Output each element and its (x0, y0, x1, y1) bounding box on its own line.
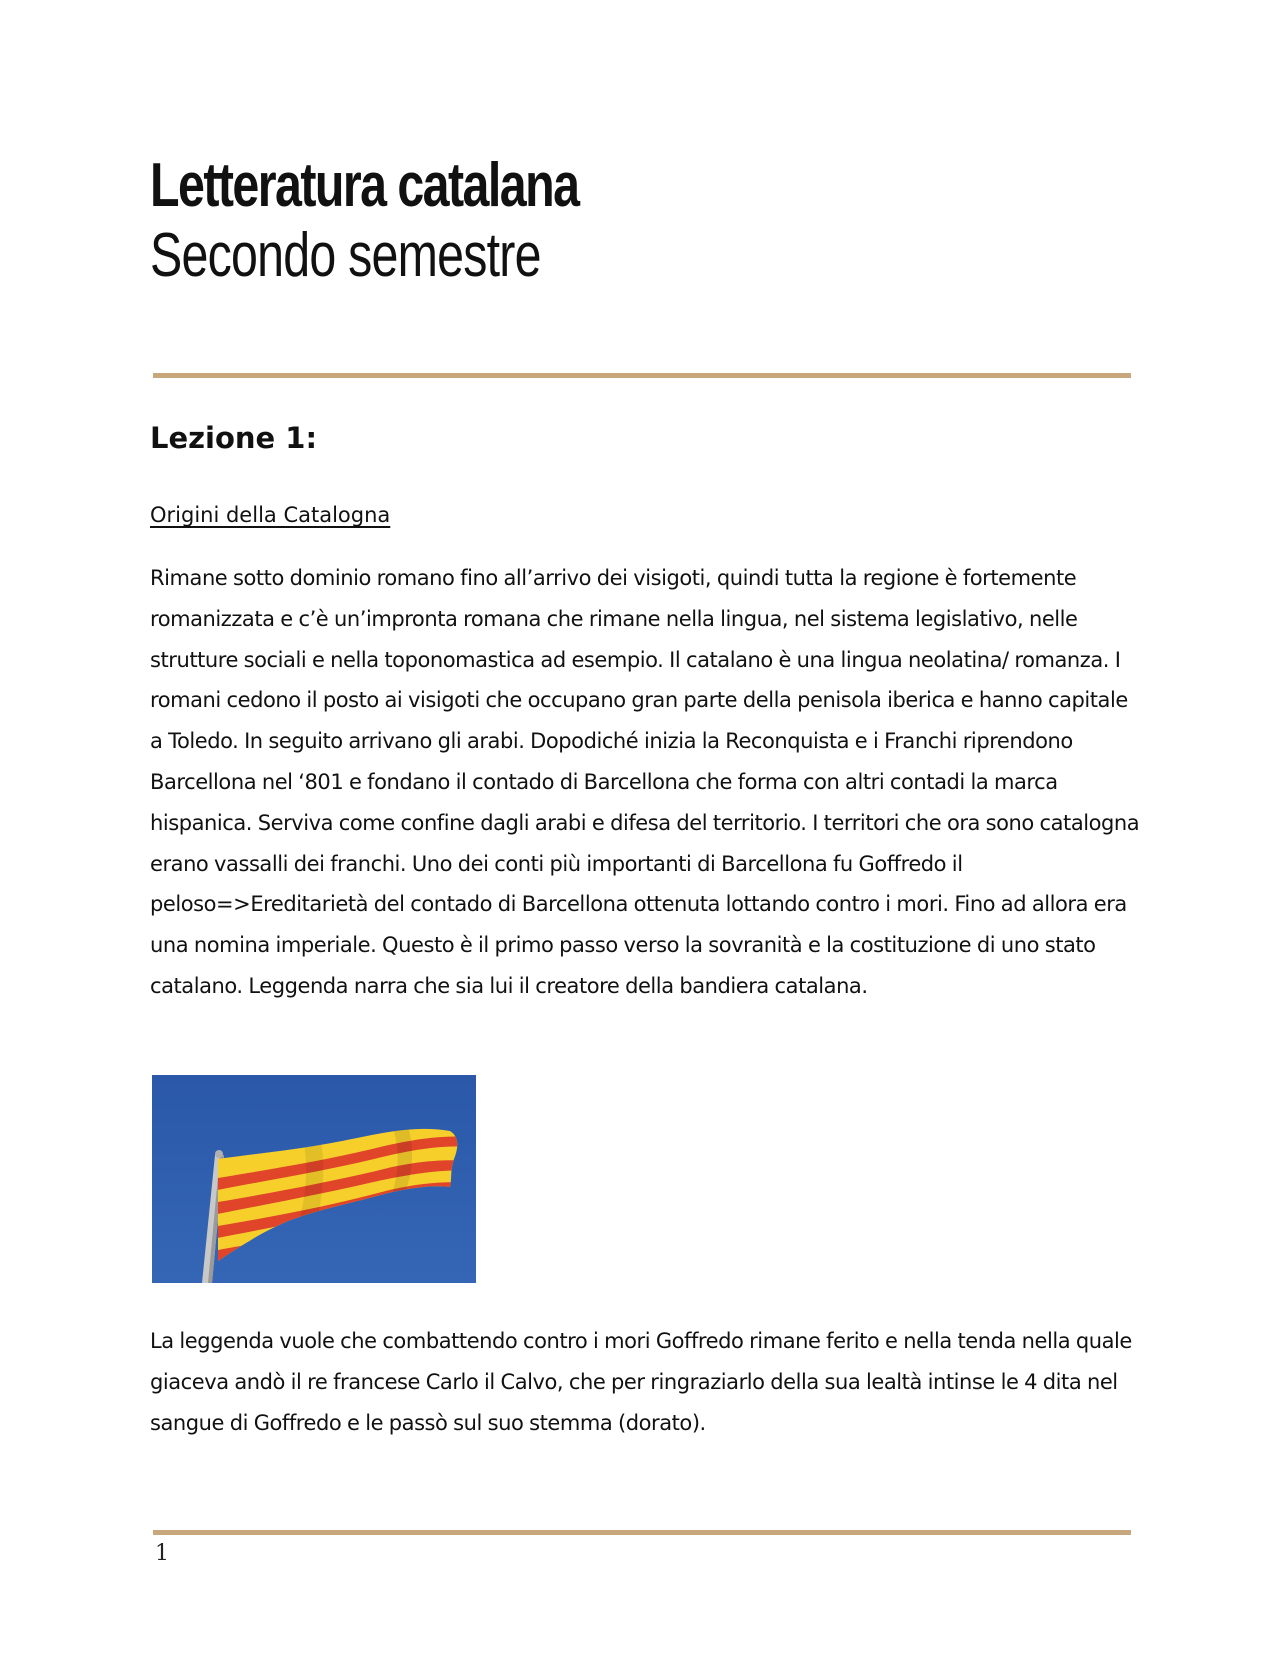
lesson-heading: Lezione 1: (150, 421, 318, 455)
title-block (150, 150, 1130, 292)
body-paragraph: Rimane sotto dominio romano fino all’arrivo dei visigoti, quindi tutta la regione è fortemente romanizzata e c’è un’impronta romana che rimane nella lingua, nel sistema legislativo, nelle strutture sociali e nella toponomastica ad esempio. Il catalano è una lingua neolatina/ romanza. I romani cedono il posto ai visigoti che occupano gran parte della penisola iberica e hanno capitale a Toledo. In seguito arrivano gli arabi. Dopodiché inizia la Reconquista e i Franchi riprendono Barcellona nel ‘801 e fondano il contado di Barcellona che forma con altri contadi la marca hispanica. Serviva come confine dagli arabi e difesa del territorio. I territori che ora sono catalogna erano vassalli dei franchi. Uno dei conti più importanti di Barcellona fu Goffredo il peloso=>Ereditarietà del contado di Barcellona ottenuta lottando contro i mori. Fino ad allora era una nomina imperiale. Questo è il primo passo verso la sovranità e la costituzione di uno stato catalano. Leggenda narra che sia lui il creatore della bandiera catalana. (150, 566, 1140, 998)
catalan-flag-image (152, 1075, 476, 1283)
page-number: 1 (155, 1541, 169, 1566)
section-title: Origini della Catalogna (150, 503, 391, 527)
body-paragraph-legend: La leggenda vuole che combattendo contro i mori Goffredo rimane ferito e nella tenda nella quale giaceva andò il re francese Carlo il Calvo, che per ringraziarlo della sua lealtà intinse le 4 dita nel sangue di Goffredo e le passò sul suo stemma (dorato). (150, 1329, 1132, 1435)
footer-divider (153, 1530, 1131, 1535)
header-divider (153, 373, 1131, 378)
document-title: Letteratura catalana (150, 151, 579, 220)
document-subtitle: Secondo semestre (150, 221, 541, 290)
